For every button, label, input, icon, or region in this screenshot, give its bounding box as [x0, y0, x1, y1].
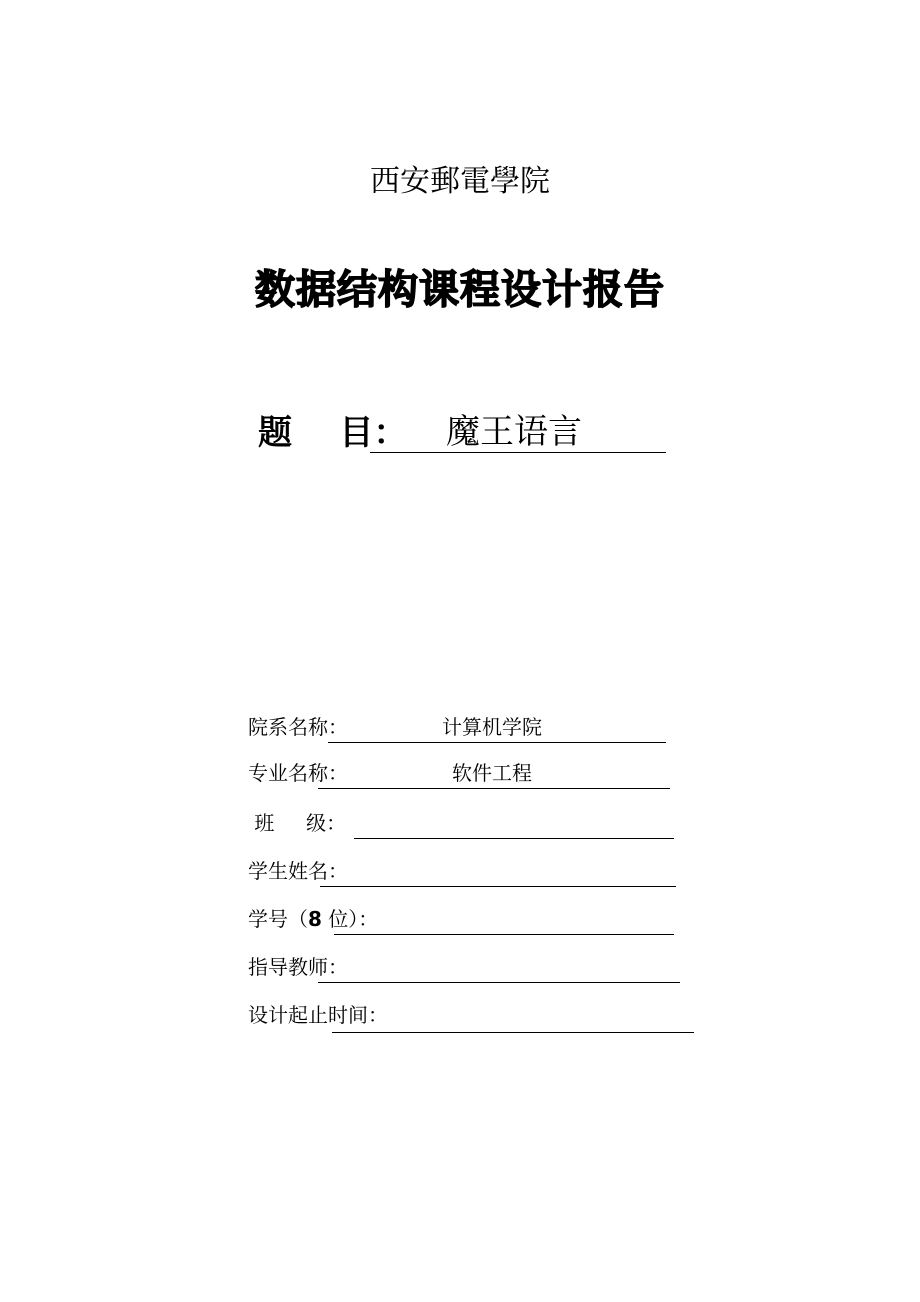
report-title: 数据结构课程设计报告 — [255, 267, 665, 313]
class-label: 班 级： — [248, 811, 347, 835]
student-id-digit-count: 8 — [308, 907, 322, 931]
student-id-label-prefix: 学号（ — [248, 907, 308, 931]
design-period-underline — [332, 1000, 694, 1033]
department-label: 院系名称： — [248, 715, 348, 739]
student-id-row — [248, 904, 678, 938]
major-underline — [318, 758, 670, 789]
class-row — [248, 808, 678, 842]
student-name-label: 学生姓名： — [248, 859, 348, 883]
design-period-row — [248, 1000, 698, 1034]
topic-value: 魔王语言 — [446, 412, 582, 452]
design-period-label: 设计起止时间： — [248, 1003, 388, 1027]
major-value: 软件工程 — [452, 761, 532, 785]
major-label: 专业名称： — [248, 761, 348, 785]
student-id-underline — [334, 904, 674, 935]
major-row — [248, 758, 678, 792]
topic-underline — [370, 410, 666, 453]
student-name-row — [248, 856, 678, 890]
topic-row — [258, 410, 678, 458]
student-name-underline — [320, 856, 676, 887]
class-underline — [354, 808, 674, 839]
topic-label: 题 目： — [258, 413, 408, 453]
department-value: 计算机学院 — [442, 715, 542, 739]
student-id-label-suffix: 位）： — [321, 907, 379, 931]
advisor-label: 指导教师： — [248, 955, 348, 979]
advisor-row — [248, 952, 688, 986]
department-underline — [328, 712, 666, 743]
department-row — [248, 712, 668, 746]
school-name: 西安郵電學院 — [370, 164, 550, 199]
advisor-underline — [318, 952, 680, 983]
